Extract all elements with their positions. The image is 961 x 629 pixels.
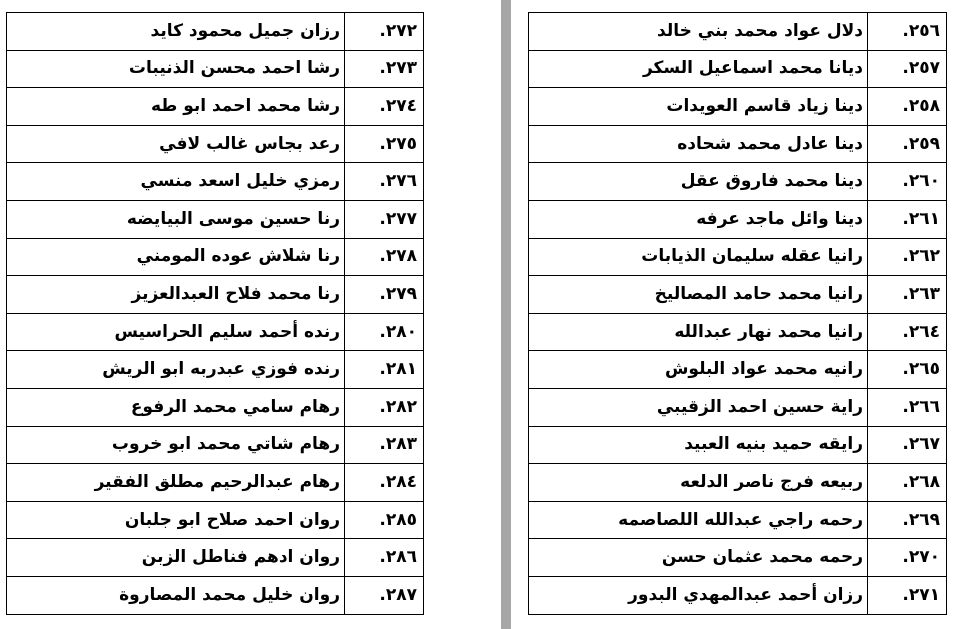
table-row (7, 88, 424, 126)
table-row (7, 426, 424, 464)
student-name: رنا شلاش عوده المومني (7, 238, 345, 276)
student-name: رهام عبدالرحيم مطلق الفقير (7, 464, 345, 502)
row-number: ٢٦٣. (868, 276, 947, 314)
page-divider (501, 0, 511, 629)
table-row (529, 125, 947, 163)
row-number: ٢٥٦. (868, 13, 947, 51)
table-row (7, 163, 424, 201)
student-name: رهام سامي محمد الرفوع (7, 388, 345, 426)
table-row (529, 351, 947, 389)
student-name: راية حسين احمد الزقيبي (529, 388, 868, 426)
row-number: ٢٧٦. (345, 163, 424, 201)
row-number: ٢٨٢. (345, 388, 424, 426)
row-number: ٢٥٧. (868, 50, 947, 88)
names-table-left-body (7, 13, 424, 615)
student-name: رانيا محمد حامد المصاليخ (529, 276, 868, 314)
student-name: روان خليل محمد المصاروة (7, 576, 345, 614)
row-number: ٢٦٧. (868, 426, 947, 464)
row-number: ٢٧٤. (345, 88, 424, 126)
row-number: ٢٨٦. (345, 539, 424, 577)
student-name: رايقه حميد بنيه العبيد (529, 426, 868, 464)
table-row (529, 13, 947, 51)
student-name: رزان أحمد عبدالمهدي البدور (529, 576, 868, 614)
student-name: رشا محمد احمد ابو طه (7, 88, 345, 126)
student-name: رنده فوزي عبدربه ابو الريش (7, 351, 345, 389)
table-row (7, 276, 424, 314)
row-number: ٢٨٤. (345, 464, 424, 502)
table-row (7, 200, 424, 238)
table-row (529, 313, 947, 351)
table-row (7, 576, 424, 614)
row-number: ٢٦٩. (868, 501, 947, 539)
row-number: ٢٨٣. (345, 426, 424, 464)
table-row (529, 539, 947, 577)
row-number: ٢٨١. (345, 351, 424, 389)
row-number: ٢٧٠. (868, 539, 947, 577)
row-number: ٢٧٧. (345, 200, 424, 238)
student-name: دينا محمد فاروق عقل (529, 163, 868, 201)
table-row (7, 351, 424, 389)
student-name: رعد بجاس غالب لافي (7, 125, 345, 163)
table-row (7, 501, 424, 539)
table-row (529, 276, 947, 314)
row-number: ٢٥٩. (868, 125, 947, 163)
student-name: رزان جميل محمود كايد (7, 13, 345, 51)
table-row (529, 426, 947, 464)
student-name: رهام شاتي محمد ابو خروب (7, 426, 345, 464)
row-number: ٢٦٠. (868, 163, 947, 201)
table-row (529, 576, 947, 614)
table-row (529, 501, 947, 539)
student-name: ديانا محمد اسماعيل السكر (529, 50, 868, 88)
row-number: ٢٧٣. (345, 50, 424, 88)
student-name: روان احمد صلاح ابو جلبان (7, 501, 345, 539)
row-number: ٢٧٨. (345, 238, 424, 276)
row-number: ٢٨٧. (345, 576, 424, 614)
student-name: رنده أحمد سليم الحراسيس (7, 313, 345, 351)
row-number: ٢٧٥. (345, 125, 424, 163)
student-name: دلال عواد محمد بني خالد (529, 13, 868, 51)
table-row (7, 13, 424, 51)
names-table-right-body (529, 13, 947, 615)
row-number: ٢٦٦. (868, 388, 947, 426)
names-table-left (6, 12, 424, 615)
table-row (7, 539, 424, 577)
table-row (529, 464, 947, 502)
row-number: ٢٦٤. (868, 313, 947, 351)
student-name: رحمه راجي عبدالله اللصاصمه (529, 501, 868, 539)
student-name: رنا محمد فلاح العبدالعزيز (7, 276, 345, 314)
table-row (7, 238, 424, 276)
table-row (7, 464, 424, 502)
table-row (7, 125, 424, 163)
table-row (529, 388, 947, 426)
row-number: ٢٦٥. (868, 351, 947, 389)
row-number: ٢٥٨. (868, 88, 947, 126)
student-name: رمزي خليل اسعد منسي (7, 163, 345, 201)
student-name: دينا عادل محمد شحاده (529, 125, 868, 163)
row-number: ٢٧٩. (345, 276, 424, 314)
table-row (7, 388, 424, 426)
row-number: ٢٧٢. (345, 13, 424, 51)
student-name: رشا احمد محسن الذنيبات (7, 50, 345, 88)
table-row (529, 163, 947, 201)
row-number: ٢٧١. (868, 576, 947, 614)
table-row (529, 88, 947, 126)
table-row (529, 50, 947, 88)
student-name: روان ادهم فناطل الزبن (7, 539, 345, 577)
table-row (529, 200, 947, 238)
table-row (529, 238, 947, 276)
names-table-right (528, 12, 947, 615)
table-row (7, 313, 424, 351)
table-row (7, 50, 424, 88)
student-name: رنا حسين موسى البيايضه (7, 200, 345, 238)
student-name: رانيا عقله سليمان الذيابات (529, 238, 868, 276)
student-name: دينا زياد قاسم العويدات (529, 88, 868, 126)
row-number: ٢٦٨. (868, 464, 947, 502)
row-number: ٢٦١. (868, 200, 947, 238)
student-name: رانيا محمد نهار عبدالله (529, 313, 868, 351)
student-name: ربيعه فرج ناصر الدلعه (529, 464, 868, 502)
row-number: ٢٨٥. (345, 501, 424, 539)
row-number: ٢٦٢. (868, 238, 947, 276)
row-number: ٢٨٠. (345, 313, 424, 351)
student-name: دينا وائل ماجد عرفه (529, 200, 868, 238)
student-name: رحمه محمد عثمان حسن (529, 539, 868, 577)
student-name: رانيه محمد عواد البلوش (529, 351, 868, 389)
